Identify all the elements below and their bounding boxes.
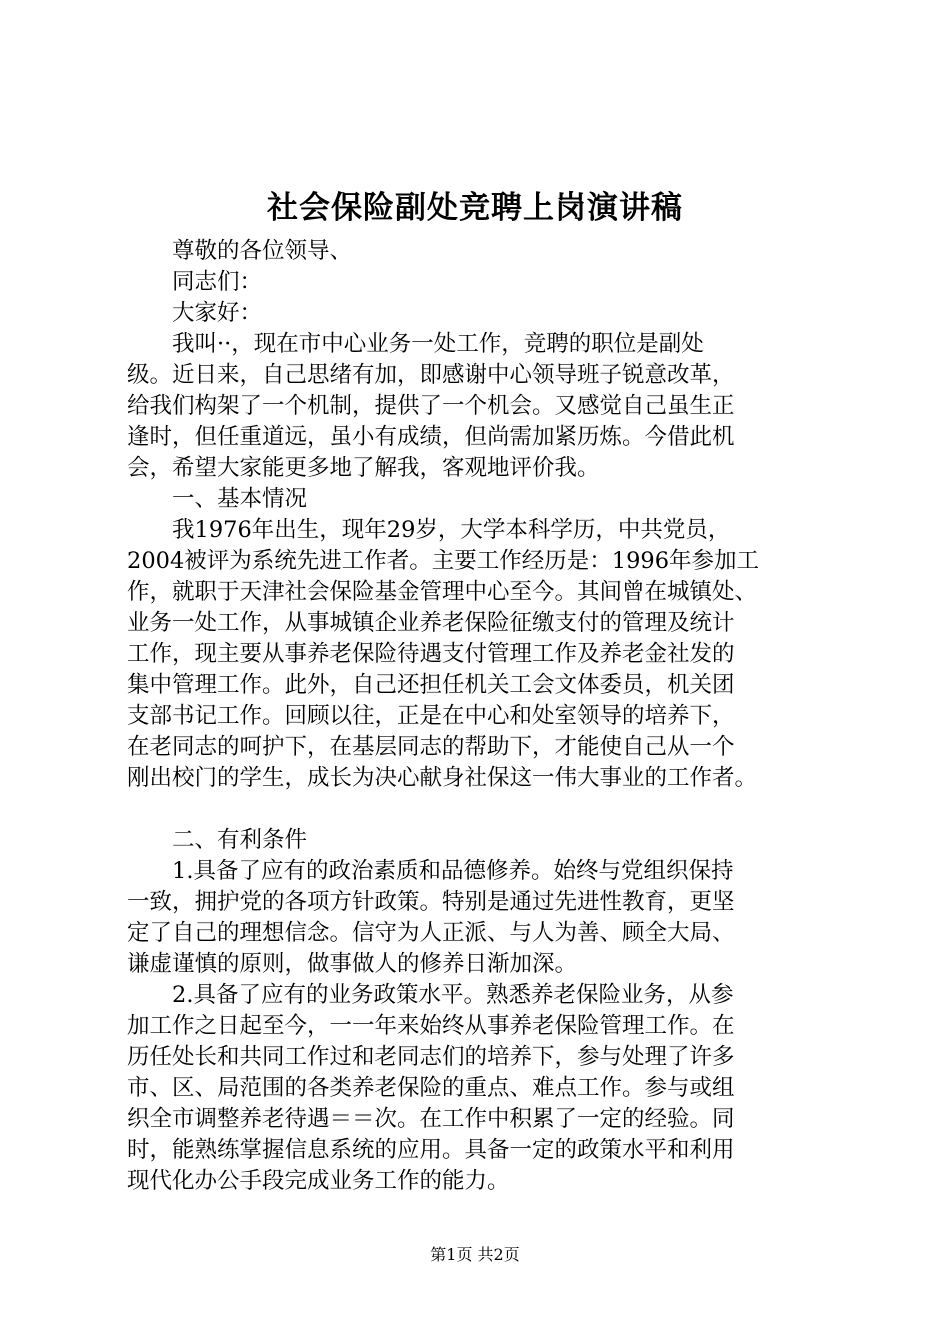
paragraph-line: 谦虚谨慎的原则，做事做人的修养日渐加深。: [127, 951, 578, 977]
section-heading: 二、有利条件: [127, 827, 308, 853]
paragraph-line: 支部书记工作。回顾以往，正是在中心和处室领导的培养下，: [127, 703, 735, 729]
section-heading: 一、基本情况: [127, 486, 308, 512]
paragraph-line: 2.具备了应有的业务政策水平。熟悉养老保险业务，从参: [127, 982, 734, 1008]
paragraph-line: 在老同志的呵护下，在基层同志的帮助下，才能使自己从一个: [127, 734, 735, 760]
paragraph-line: 级。近日来，自己思绪有加，即感谢中心领导班子锐意改革，: [127, 362, 735, 388]
paragraph-line: 刚出校门的学生，成长为决心献身社保这一伟大事业的工作者。: [127, 765, 758, 791]
paragraph-line: 业务一处工作，从事城镇企业养老保险征缴支付的管理及统计: [127, 610, 735, 636]
paragraph-line: 一致，拥护党的各项方针政策。特别是通过先进性教育，更坚: [127, 889, 735, 915]
document-body: [127, 236, 845, 1197]
paragraph-line: 1.具备了应有的政治素质和品德修养。始终与党组织保持: [127, 858, 734, 884]
paragraph-line: 会，希望大家能更多地了解我，客观地评价我。: [127, 455, 600, 481]
paragraph-line: 工作，现主要从事养老保险待遇支付管理工作及养老金社发的: [127, 641, 735, 667]
paragraph-line: 时，能熟练掌握信息系统的应用。具备一定的政策水平和利用: [127, 1137, 735, 1163]
paragraph-line: 给我们构架了一个机制，提供了一个机会。又感觉自己虽生正: [127, 393, 735, 419]
salutation-line: 尊敬的各位领导、: [127, 238, 353, 264]
paragraph-line: 逢时，但任重道远，虽小有成绩，但尚需加紧历炼。今借此机: [127, 424, 735, 450]
paragraph-line: 我叫··，现在市中心业务一处工作，竞聘的职位是副处: [127, 331, 704, 357]
paragraph-line: 作，就职于天津社会保险基金管理中心至今。其间曾在城镇处、: [127, 579, 758, 605]
document-title: 社会保险副处竞聘上岗演讲稿: [267, 190, 683, 226]
greeting-line: 大家好：: [127, 300, 263, 326]
paragraph-line: 历任处长和共同工作过和老同志们的培养下，参与处理了许多: [127, 1044, 735, 1070]
salutation-line: 同志们：: [127, 269, 263, 295]
paragraph-line: 现代化办公手段完成业务工作的能力。: [127, 1168, 510, 1194]
page-number-footer: 第1页 共2页: [430, 1245, 520, 1264]
paragraph-line: 集中管理工作。此外，自己还担任机关工会文体委员，机关团: [127, 672, 735, 698]
paragraph-line: 市、区、局范围的各类养老保险的重点、难点工作。参与或组: [127, 1075, 735, 1101]
blank-line: [127, 794, 845, 825]
paragraph-line: 定了自己的理想信念。信守为人正派、与人为善、顾全大局、: [127, 920, 735, 946]
paragraph-line: 织全市调整养老待遇＝＝次。在工作中积累了一定的经验。同: [127, 1106, 735, 1132]
paragraph-line: 加工作之日起至今，一一年来始终从事养老保险管理工作。在: [127, 1013, 735, 1039]
paragraph-line: 我1976年出生，现年29岁，大学本科学历，中共党员，: [127, 517, 731, 543]
paragraph-line: 2004被评为系统先进工作者。主要工作经历是：1996年参加工: [127, 548, 760, 574]
